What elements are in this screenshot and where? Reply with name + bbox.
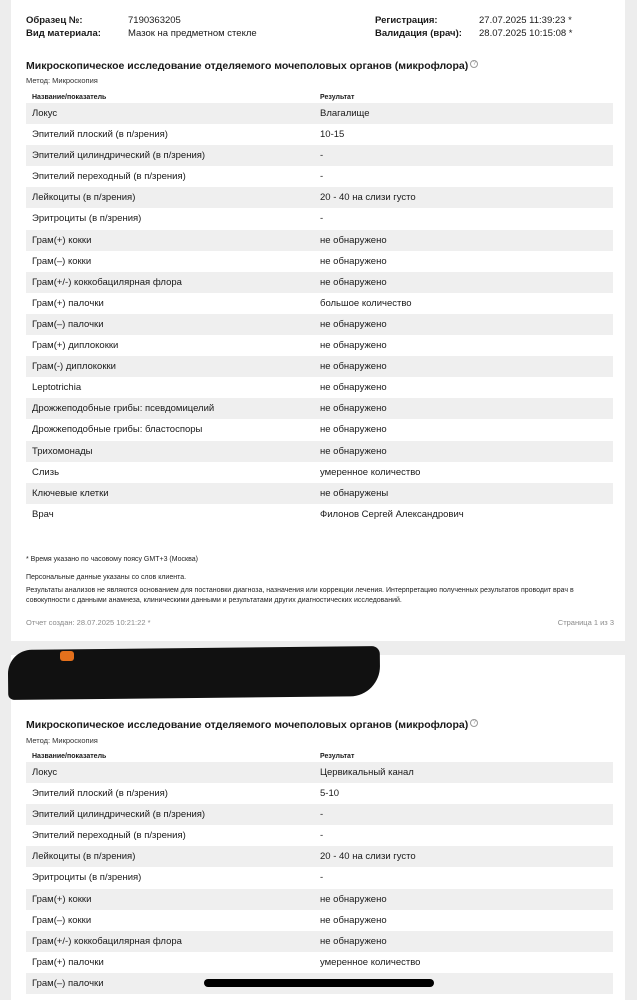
row-value: - <box>320 872 324 884</box>
row-name: Грам(–) кокки <box>32 255 92 267</box>
table-row <box>26 398 613 419</box>
material-value: Мазок на предметном стекле <box>128 28 257 39</box>
table-row <box>26 251 613 272</box>
row-value: не обнаружено <box>320 255 387 267</box>
row-value: не обнаружено <box>320 893 387 905</box>
validation-value: 28.07.2025 10:15:08 * <box>479 28 573 39</box>
section-title <box>26 60 478 72</box>
table-row <box>26 483 613 504</box>
row-name: Грам(–) кокки <box>32 914 92 926</box>
row-value: не обнаружено <box>320 276 387 288</box>
report-page-2 <box>11 655 625 1000</box>
timezone-note: * Время указано по часовому поясу GMT+3 (Москва) <box>26 556 198 563</box>
table-row <box>26 783 613 804</box>
row-value: Филонов Сергей Александрович <box>320 508 464 520</box>
row-name: Локус <box>32 767 58 778</box>
row-name: Leptotrichia <box>32 382 82 394</box>
report-created: Отчет создан: 28.07.2025 10:21:22 * <box>26 618 151 627</box>
table-row <box>26 335 613 356</box>
row-value: не обнаружены <box>320 487 389 499</box>
table-row <box>26 124 613 145</box>
row-value: не обнаружено <box>320 234 387 246</box>
row-value: - <box>320 213 324 225</box>
section-title <box>26 719 478 731</box>
row-name: Дрожжеподобные грибы: псевдомицелий <box>32 403 215 415</box>
table-row <box>26 377 613 398</box>
row-name: Трихомонады <box>32 445 93 457</box>
table-row <box>26 103 613 124</box>
row-name: Грам(–) палочки <box>32 977 104 989</box>
row-value: не обнаружено <box>320 914 387 926</box>
sample-value: 7190363205 <box>128 15 181 26</box>
row-value: Влагалище <box>320 108 370 119</box>
row-value: не обнаружено <box>320 403 387 415</box>
table-row <box>26 504 613 525</box>
row-name: Грам(+) кокки <box>32 893 92 905</box>
help-icon[interactable]: ? <box>470 60 478 68</box>
row-name: Эпителий цилиндрический (в п/зрения) <box>32 150 206 162</box>
column-header-result: Результат <box>320 94 355 101</box>
method-label: Метод: Микроскопия <box>26 76 98 85</box>
row-name: Врач <box>32 508 54 520</box>
results-table <box>26 103 613 525</box>
row-value: большое количество <box>320 297 412 309</box>
row-name: Эпителий плоский (в п/зрения) <box>32 788 168 800</box>
table-row <box>26 208 613 229</box>
row-name: Эпителий переходный (в п/зрения) <box>32 171 186 183</box>
row-value: - <box>320 809 324 821</box>
table-row <box>26 272 613 293</box>
help-icon[interactable]: ? <box>470 719 478 727</box>
registration-value: 27.07.2025 11:39:23 * <box>479 15 572 26</box>
column-header-name: Название/показатель <box>32 753 107 760</box>
table-row <box>26 293 613 314</box>
row-name: Лейкоциты (в п/зрения) <box>32 851 136 863</box>
results-table <box>26 762 613 994</box>
row-name: Лейкоциты (в п/зрения) <box>32 192 136 204</box>
row-value: не обнаружено <box>320 424 387 436</box>
row-name: Грам(+/-) коккобацилярная флора <box>32 276 182 288</box>
registration-label: Регистрация: <box>375 15 438 26</box>
table-row <box>26 910 613 931</box>
disclaimer-note: Результаты анализов не являются основанием для постановки диагноза, назначения или коррекции лечения. Интерпретацию полученных результатов проводит врач в совокупности с данными анамнеза, клиническими данными и результатами других диагностических исследований. <box>26 587 574 604</box>
table-row <box>26 230 613 251</box>
row-value: не обнаружено <box>320 445 387 457</box>
table-row <box>26 952 613 973</box>
section-title-text: Микроскопическое исследование отделяемого мочеполовых органов (микрофлора) <box>26 719 469 731</box>
row-value: умеренное количество <box>320 956 421 968</box>
row-value: 20 - 40 на слизи густо <box>320 851 416 863</box>
table-row <box>26 145 613 166</box>
row-name: Эпителий цилиндрический (в п/зрения) <box>32 809 206 821</box>
table-row <box>26 441 613 462</box>
table-row <box>26 889 613 910</box>
row-name: Грам(+) палочки <box>32 297 104 309</box>
row-value: Цервикальный канал <box>320 767 414 778</box>
row-name: Эпителий плоский (в п/зрения) <box>32 129 168 141</box>
row-value: 5-10 <box>320 788 340 800</box>
table-row <box>26 187 613 208</box>
row-name: Эпителий переходный (в п/зрения) <box>32 830 186 842</box>
row-name: Грам(+) диплококки <box>32 340 119 352</box>
section-title-text: Микроскопическое исследование отделяемого мочеполовых органов (микрофлора) <box>26 60 469 72</box>
row-value: - <box>320 171 324 183</box>
row-value: не обнаружено <box>320 361 387 373</box>
row-name: Грам(+) кокки <box>32 234 92 246</box>
row-value: - <box>320 830 324 842</box>
column-header-name: Название/показатель <box>32 94 107 101</box>
row-name: Ключевые клетки <box>32 487 109 499</box>
row-name: Грам(-) диплококки <box>32 361 116 373</box>
row-value: не обнаружено <box>320 382 387 394</box>
row-name: Слизь <box>32 466 60 478</box>
row-value: 10-15 <box>320 129 345 141</box>
table-row <box>26 762 613 783</box>
row-value: не обнаружено <box>320 935 387 947</box>
row-name: Грам(–) палочки <box>32 318 104 330</box>
row-value: 20 - 40 на слизи густо <box>320 192 416 204</box>
row-value: умеренное количество <box>320 466 421 478</box>
validation-label: Валидация (врач): <box>375 28 462 39</box>
redaction-accent <box>60 651 74 661</box>
row-value: не обнаружено <box>320 318 387 330</box>
table-row <box>26 867 613 888</box>
table-row <box>26 931 613 952</box>
method-label: Метод: Микроскопия <box>26 736 98 745</box>
row-value: не обнаружено <box>320 340 387 352</box>
sample-label: Образец №: <box>26 15 83 26</box>
table-row <box>26 166 613 187</box>
personal-data-note: Персональные данные указаны со слов клиента. <box>26 574 187 581</box>
table-row <box>26 462 613 483</box>
table-row <box>26 356 613 377</box>
row-value: - <box>320 150 324 162</box>
table-row <box>26 314 613 335</box>
row-name: Дрожжеподобные грибы: бластоспоры <box>32 424 203 436</box>
home-indicator[interactable] <box>204 979 434 987</box>
material-label: Вид материала: <box>26 28 101 39</box>
table-row <box>26 846 613 867</box>
row-name: Эритроциты (в п/зрения) <box>32 213 142 225</box>
table-row <box>26 825 613 846</box>
row-name: Грам(+/-) коккобацилярная флора <box>32 935 182 947</box>
row-name: Грам(+) палочки <box>32 956 104 968</box>
page-number: Страница 1 из 3 <box>557 618 614 627</box>
row-name: Эритроциты (в п/зрения) <box>32 872 142 884</box>
column-header-result: Результат <box>320 753 355 760</box>
report-page-1 <box>11 0 625 641</box>
table-row <box>26 419 613 440</box>
row-name: Локус <box>32 108 58 119</box>
table-row <box>26 804 613 825</box>
